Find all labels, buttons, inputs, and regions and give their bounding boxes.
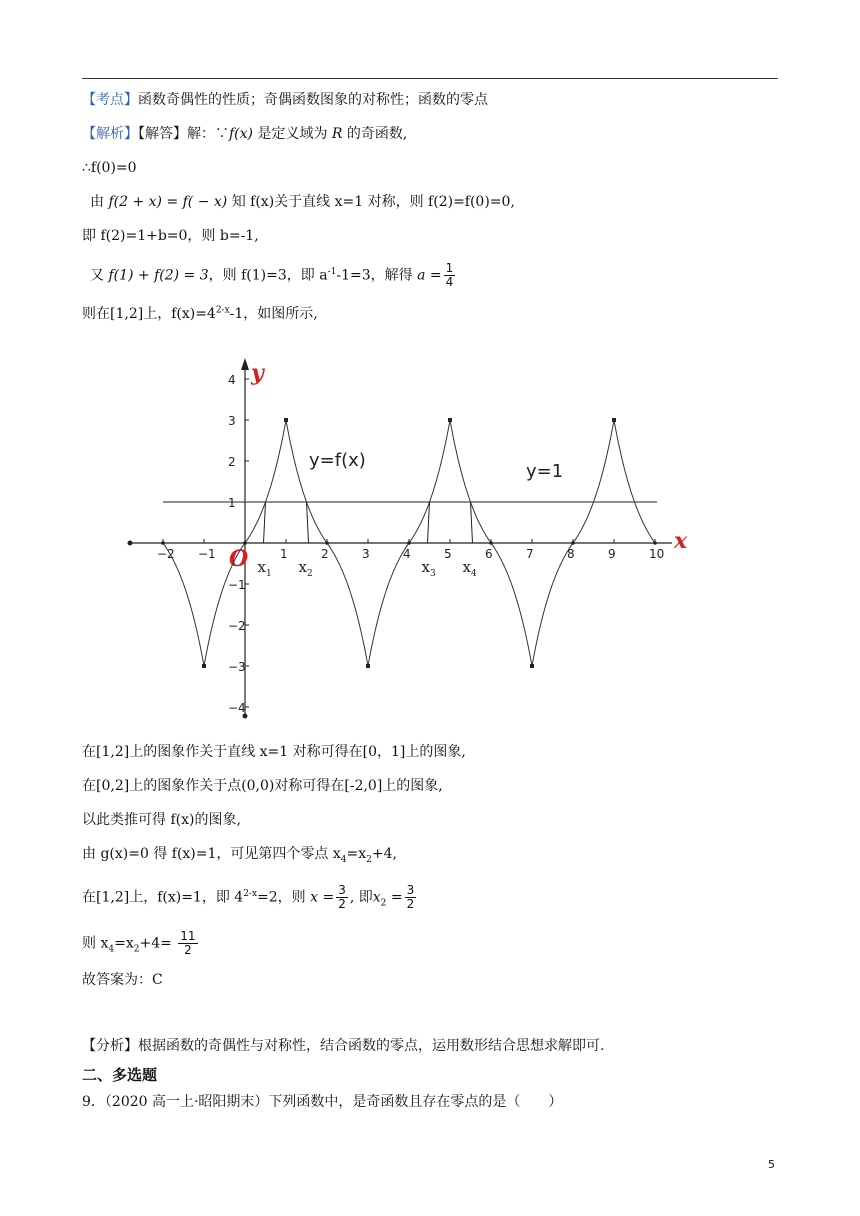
- x-tick-label: 8: [567, 547, 575, 561]
- y-tick-label: 3: [228, 414, 236, 428]
- y-tick-label: −2: [228, 619, 246, 633]
- x-tick-label: 4: [403, 547, 411, 561]
- x-axis-label: x: [674, 528, 688, 554]
- line8: 在[1,2]上的图象作关于直线 x=1 对称可得在[0，1]上的图象,: [82, 744, 466, 760]
- y-tick-label: 4: [228, 373, 236, 387]
- x-tick-label: 2: [321, 547, 329, 561]
- line12-a: 在[1,2]上，f(x)=1，即 4: [82, 889, 244, 906]
- x-tick-label: 6: [485, 547, 493, 561]
- page-number: 5: [768, 1158, 775, 1171]
- line4-a: 由: [90, 194, 109, 210]
- jiexi-tag: 【解析】: [82, 126, 138, 142]
- line4-eq: f(2 + x) = f( − x): [108, 194, 228, 210]
- line11-s1: 4: [340, 854, 347, 865]
- x-tick-label: −2: [157, 547, 175, 561]
- y-arrow: [241, 358, 249, 370]
- jieda-tag: 【解答】: [138, 126, 187, 142]
- peak-point: [284, 418, 288, 422]
- peak-point: [448, 418, 452, 422]
- zero-point: [243, 541, 247, 545]
- origin-label: O: [229, 546, 249, 572]
- line2-fx: f(x): [229, 126, 254, 142]
- fraction-eleven-halves: $\frac{11}{2}$: [180, 929, 196, 957]
- line2-c: 的奇函数,: [342, 126, 408, 142]
- zero-dropline: [264, 502, 266, 543]
- kaodian-tag: 【考点】: [82, 92, 138, 108]
- line7-sup: 2-x: [215, 305, 230, 316]
- x-tick-label: 7: [526, 547, 534, 561]
- peak-point: [366, 664, 370, 668]
- x-axis-endpoint: [128, 541, 133, 546]
- x-tick-label: 1: [280, 547, 288, 561]
- fraction-three-halves-a: $\frac{3}{2}$: [338, 883, 346, 911]
- zero-label: $x_2$: [298, 558, 313, 579]
- line12-x2: x: [372, 889, 381, 906]
- zero-label: $x_1$: [257, 558, 272, 579]
- zero-dropline: [307, 502, 309, 543]
- curve-label: y=f(x): [309, 450, 366, 471]
- y-tick-label: −3: [228, 660, 246, 674]
- line11-c: +4,: [371, 846, 397, 862]
- y-axis-label: y: [251, 360, 264, 386]
- line13-c: +4=: [139, 935, 177, 952]
- x-tick-label: 10: [649, 547, 665, 561]
- line6-sup: -1: [327, 266, 337, 277]
- line13-b: =x: [114, 935, 134, 952]
- line11: [82, 844, 397, 864]
- line6-b: ，则 f(1)=3，即 a: [208, 267, 328, 284]
- line12-c: , 即: [349, 889, 373, 906]
- fraction-quarter: $\frac{1}{4}$: [445, 261, 454, 289]
- line11-a: 由 g(x)=0 得 f(x)=1，可见第四个零点 x: [82, 846, 341, 862]
- zero-label: $x_4$: [462, 558, 477, 579]
- question-9: 9．（2020 高一上·昭阳期末）下列函数中，是奇函数且存在零点的是（ ）: [82, 1094, 563, 1110]
- line7-b: -1，如图所示,: [229, 306, 318, 322]
- line12-eq: =: [386, 889, 403, 906]
- x-tick-label: 5: [444, 547, 452, 561]
- line13-a: 则 x: [82, 935, 109, 952]
- line12-x: x =: [310, 889, 335, 906]
- line10: 以此类推可得 f(x)的图象,: [82, 812, 241, 828]
- peak-point: [612, 418, 616, 422]
- zero-dropline: [428, 502, 430, 543]
- y-tick-label: 1: [228, 496, 236, 510]
- x-tick-label: 3: [362, 547, 370, 561]
- line2-b: 是定义域为: [253, 126, 332, 142]
- fenxi-tag: 【分析】: [82, 1038, 138, 1054]
- y-tick-label: −4: [228, 701, 246, 715]
- line11-b: =x: [346, 846, 367, 862]
- line12: [82, 884, 418, 911]
- line7-a: 则在[1,2]上，f(x)=4: [82, 306, 216, 322]
- zero-point: [407, 541, 411, 545]
- section-title: 二、多选题: [82, 1066, 158, 1084]
- zero-dropline: [471, 502, 473, 543]
- y-tick-label: 2: [228, 455, 236, 469]
- line6-c: -1=3，解得: [336, 267, 418, 284]
- x-tick-label: 9: [608, 547, 616, 561]
- fraction-three-halves-b: $\frac{3}{2}$: [406, 883, 415, 911]
- kaodian-text: 函数奇偶性的性质；奇偶函数图象的对称性；函数的零点: [138, 92, 488, 108]
- line3: ∴f(0)=0: [82, 160, 137, 176]
- zero-label: $x_3$: [421, 558, 436, 579]
- line11-s2: 2: [366, 854, 372, 865]
- peak-point: [530, 664, 534, 668]
- x-tick-label: −1: [198, 547, 216, 561]
- zero-point: [325, 541, 329, 545]
- line13-s1: 4: [108, 944, 115, 955]
- line2-R: R: [331, 126, 343, 142]
- line12-x2-sub: 2: [380, 898, 387, 909]
- peak-point: [202, 664, 206, 668]
- line12-b: =2，则: [257, 889, 311, 906]
- line13-s2: 2: [133, 944, 140, 955]
- answer-line: 故答案为：C: [82, 972, 163, 988]
- line5: 即 f(2)=1+b=0，则 b=-1,: [82, 228, 259, 244]
- fenxi-text: 根据函数的奇偶性与对称性，结合函数的零点，运用数形结合思想求解即可.: [138, 1038, 605, 1054]
- hline-label: y=1: [526, 461, 564, 482]
- line6-a: 又: [90, 267, 109, 284]
- line13: [82, 930, 200, 957]
- zero-point: [653, 541, 657, 545]
- line9: 在[0,2]上的图象作关于点(0,0)对称可得在[-2,0]上的图象,: [82, 778, 443, 794]
- zero-point: [161, 541, 165, 545]
- y-tick-label: −1: [228, 578, 246, 592]
- line12-sup: 2-x: [243, 888, 258, 899]
- line6-eq: f(1) + f(2) = 3: [108, 267, 209, 284]
- line6-a-var: a =: [417, 267, 442, 284]
- fenxi-line: [82, 1036, 604, 1056]
- line2-a: 解：∵: [187, 126, 229, 142]
- zero-point: [489, 541, 493, 545]
- line4-b: 知 f(x)关于直线 x=1 对称，则 f(2)=f(0)=0,: [227, 194, 515, 210]
- zero-point: [571, 541, 575, 545]
